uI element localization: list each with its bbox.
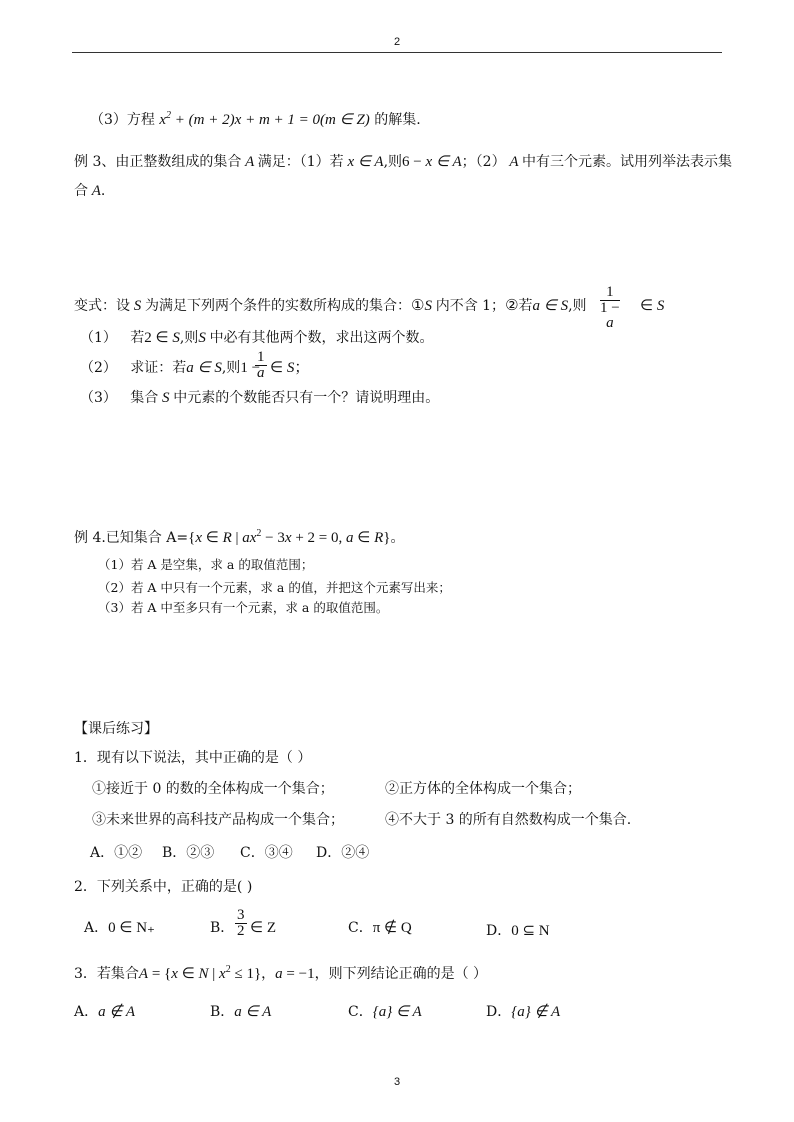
practice-q3-stem: 3．若集合A = {x ∈ N | $x^2 \le 1$}，a = −1，则下列结论正确的是（ ） [74, 964, 488, 982]
practice-q3-option-b: B．a ∈ A [210, 1004, 272, 1020]
practice-q1-statement-1: ①接近于 0 的数的全体构成一个集合； [92, 781, 334, 797]
variant-q3: （3） 集合 S 中元素的个数能否只有一个？请说明理由。 [80, 390, 440, 406]
fraction-one-over-one-minus-a: 1 1 − a [600, 284, 620, 331]
practice-q3-option-d: D．{a} ∉ A [486, 1004, 561, 1020]
fraction-one-over-a: $\frac{1}{a}$ [257, 349, 265, 381]
item-3-suffix: 的解集. [374, 112, 421, 128]
practice-q2-option-c: C．π ∉ Q [348, 920, 412, 936]
example-4-intro: 例 4.已知集合 A={x ∈ R | $ax^2 - 3x + 2 = 0$, a ∈ R}。 [74, 528, 405, 546]
equation-math: $x^2 + (m + 2)x + m + 1 = 0(m$ ∈ Z) [159, 110, 370, 128]
example-3-line-2: 合 A. [74, 183, 106, 199]
set-builder-a: A = {x ∈ N | $x^2 \le 1$} [138, 964, 262, 982]
practice-q2-option-d: D．0 ⊆ N [486, 923, 550, 939]
practice-heading: 【课后练习】 [74, 721, 158, 737]
fraction-three-halves: $\frac{3}{2}$ [237, 907, 245, 939]
practice-q3-option-a: A．a ∉ A [74, 1004, 136, 1020]
practice-q1-option-a: A．①② [90, 845, 143, 861]
practice-q2-stem: 2．下列关系中，正确的是( ) [74, 879, 253, 895]
practice-q1-stem: 1．现有以下说法，其中正确的是（ ） [74, 750, 312, 766]
example-4-item-2: （2）若 A 中只有一个元素，求 a 的值，并把这个元素写出来； [98, 580, 451, 595]
practice-q1-statement-4: ④不大于 3 的所有自然数构成一个集合. [385, 812, 632, 828]
set-builder-math: {x ∈ R | $ax^2 - 3x + 2 = 0$, a ∈ R} [188, 528, 391, 546]
practice-q1-statement-2: ②正方体的全体构成一个集合； [385, 781, 581, 797]
item-3-equation-line [90, 106, 421, 130]
practice-q1-statement-3: ③未来世界的高科技产品构成一个集合； [92, 812, 344, 828]
practice-q1-option-d: D．②④ [316, 845, 370, 861]
circled-one: ① [411, 298, 425, 314]
header-page-number: 2 [394, 36, 401, 48]
example-4-item-3: （3）若 A 中至多只有一个元素，求 a 的取值范围。 [98, 600, 389, 615]
practice-q2-option-a: A．0 ∈ N₊ [84, 920, 155, 936]
variant-q1: （1） 若2 ∈ S,则S 中必有其他两个数，求出这两个数。 [80, 330, 434, 346]
example-3-line-1: 例 3、由正整数组成的集合 A 满足：（1）若 x ∈ A,则6 − x ∈ A；（2） A 中有三个元素。试用列举法表示集 [74, 154, 732, 170]
header-rule [72, 52, 722, 53]
circled-two: ② [505, 298, 519, 314]
footer-page-number: 3 [394, 1076, 401, 1088]
practice-q3-option-c: C．{a} ∈ A [348, 1004, 422, 1020]
item-3-prefix: （3）方程 [90, 112, 155, 128]
example-4-item-1: （1）若 A 是空集，求 a 的取值范围； [98, 557, 314, 572]
practice-q1-option-c: C．③④ [240, 845, 293, 861]
practice-q1-option-b: B．②③ [162, 845, 215, 861]
